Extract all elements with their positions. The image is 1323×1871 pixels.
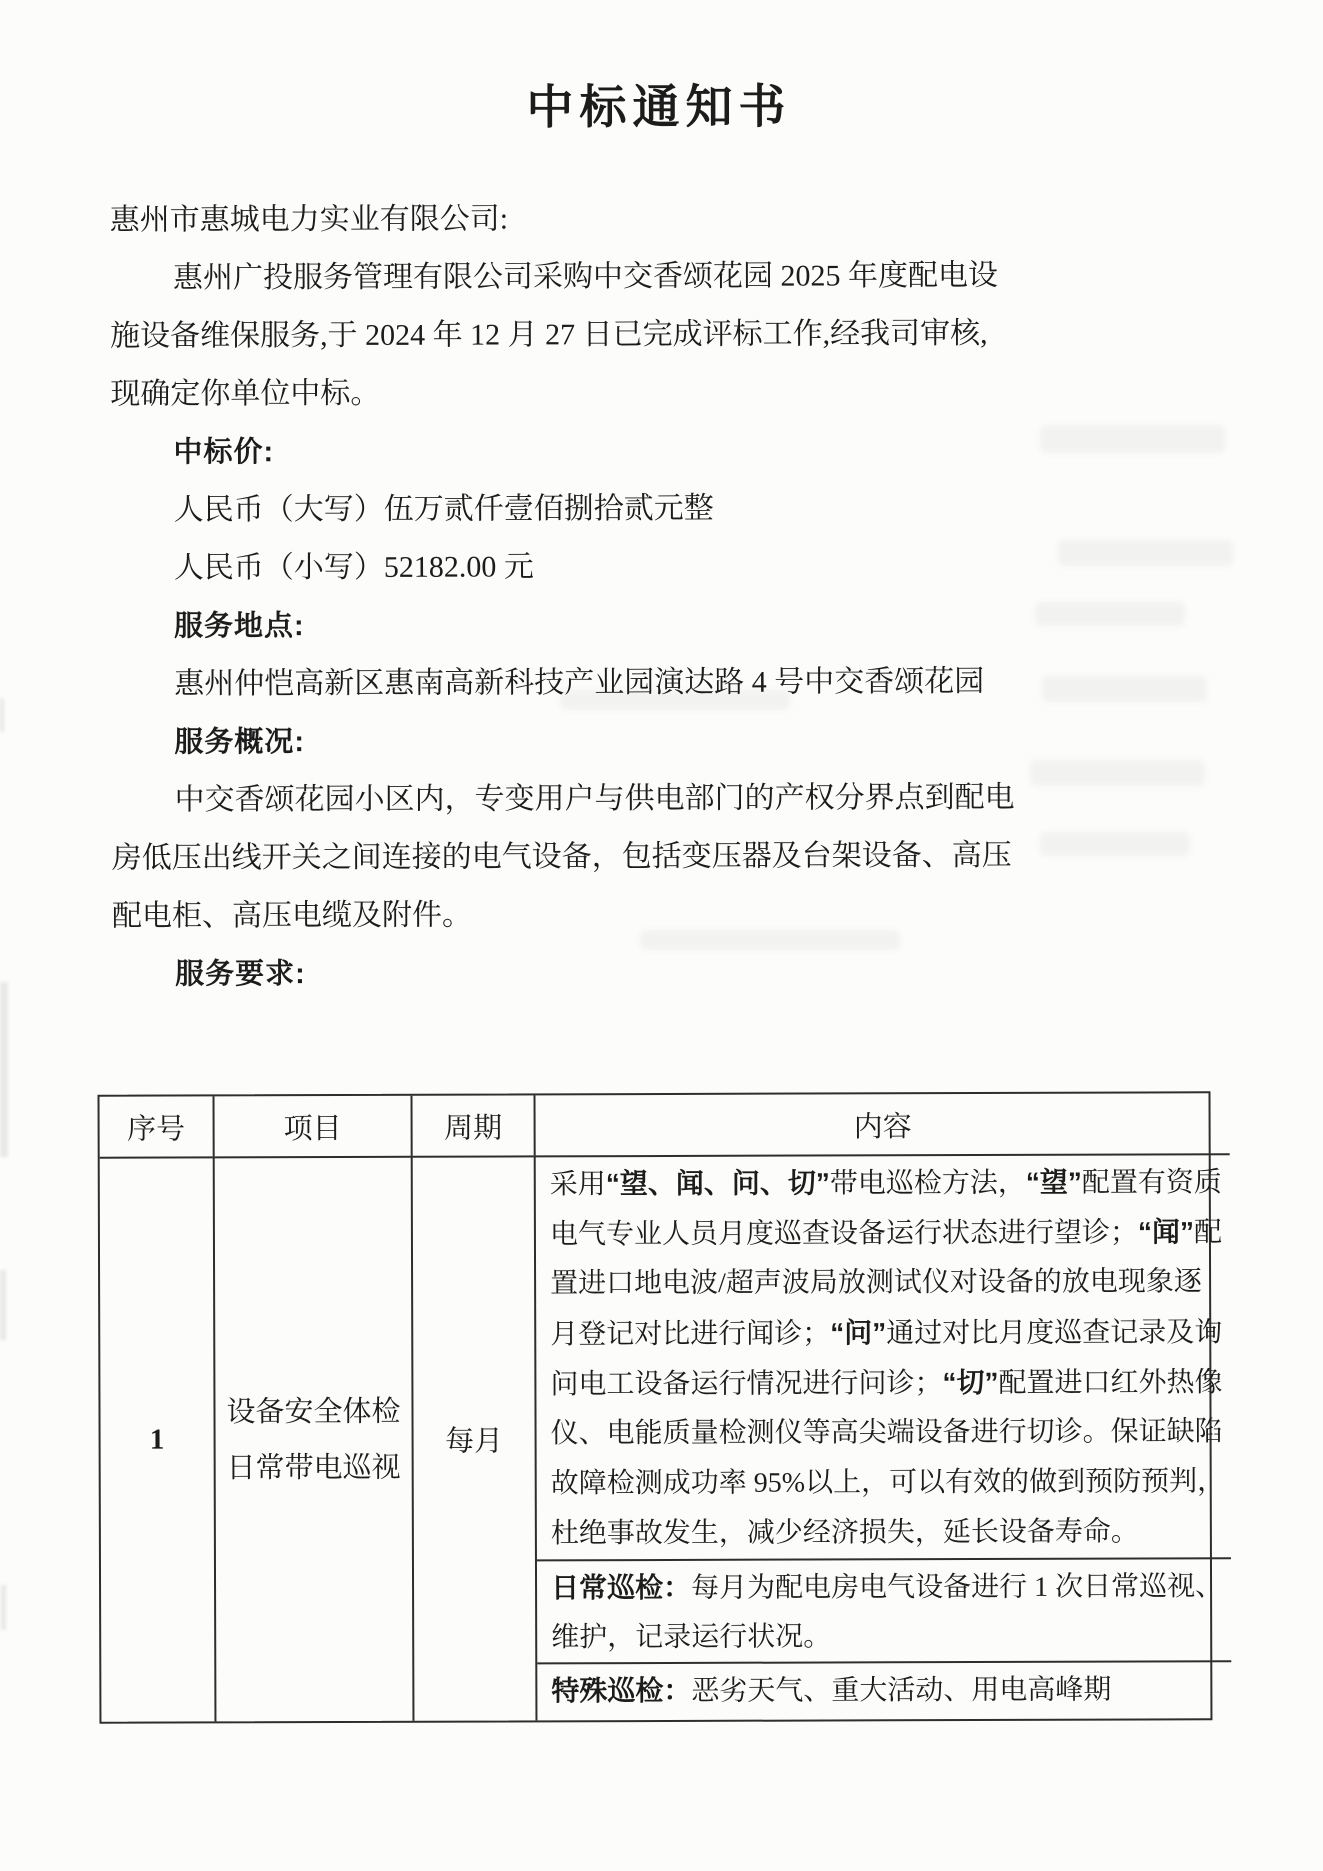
item-line: 日常带电巡视 (226, 1451, 401, 1484)
content-line: 维护，记录运行状况。 (551, 1621, 832, 1654)
content-line: 问电工设备运行情况进行问诊；“切”配置进口红外热像 (550, 1366, 1223, 1401)
overview-paragraph-line: 中交香颂花园小区内，专变用户与供电部门的产权分界点到配电 (174, 780, 1015, 817)
content-line: 置进口地电波/超声波局放测试仪对设备的放电现象逐 (550, 1266, 1202, 1300)
table-header-seq: 序号 (127, 1112, 186, 1146)
intro-paragraph-line: 现确定你单位中标。 (110, 376, 381, 411)
table-cell-item (213, 1156, 413, 1722)
content-line: 电气专业人员月度巡查设备运行状态进行望诊；“闻”配 (549, 1216, 1223, 1251)
table-cell-cycle: 每月 (411, 1155, 536, 1720)
service-location-label: 服务地点: (173, 610, 305, 643)
table-header-content: 内容 (534, 1093, 1231, 1155)
table-header-item: 项目 (213, 1096, 411, 1157)
content-line: 仪、电能质量检测仪等高尖端设备进行切诊。保证缺陷 (550, 1416, 1223, 1450)
content-main-block (536, 1155, 1232, 1559)
table-cell-content (534, 1153, 1232, 1720)
price-in-words: 人民币（大写）伍万贰仟壹佰捌拾贰元整 (173, 491, 714, 527)
item-line: 设备安全体检 (226, 1395, 401, 1428)
intro-paragraph-line: 惠州广投服务管理有限公司采购中交香颂花园 2025 年度配电设 (172, 258, 998, 295)
page-title: 中标通知书 (526, 81, 792, 135)
content-line: 故障检测成功率 95%以上，可以有效的做到预防预判， (550, 1466, 1226, 1500)
content-line: 特殊巡检：恶劣天气、重大活动、用电高峰期 (551, 1674, 1112, 1707)
overview-paragraph-line: 房低压出线开关之间连接的电气设备，包括变压器及台架设备、高压 (111, 838, 1012, 875)
overview-paragraph-line: 配电柜、高压电缆及附件。 (111, 898, 472, 933)
table-header-cycle: 周期 (411, 1095, 534, 1155)
table-cell-seq: 1 (100, 1156, 215, 1721)
service-requirements-label: 服务要求: (175, 958, 306, 991)
content-daily-inspection-block (537, 1557, 1232, 1662)
award-price-label: 中标价: (173, 436, 275, 469)
content-line: 采用“望、闻、问、切”带电巡检方法，“望”配置有资质 (549, 1166, 1222, 1201)
recipient-line: 惠州市惠城电力实业有限公司: (109, 202, 509, 237)
intro-paragraph-line: 施设备维保服务,于 2024 年 12 月 27 日已完成评标工作,经我司审核, (110, 316, 988, 353)
price-in-figures: 人民币（小写）52182.00 元 (173, 550, 534, 585)
content-line: 日常巡检：每月为配电房电气设备进行 1 次日常巡视、 (551, 1571, 1224, 1604)
service-requirements-table (97, 1091, 1226, 1723)
content-special-inspection-block (537, 1660, 1232, 1722)
service-overview-label: 服务概况: (174, 726, 306, 759)
document-body (110, 188, 1273, 1004)
content-line: 月登记对比进行闻诊；“问”通过对比月度巡查记录及询 (550, 1317, 1223, 1351)
content-line: 杜绝事故发生，减少经济损失，延长设备寿命。 (550, 1516, 1139, 1550)
service-location: 惠州仲恺高新区惠南高新科技产业园演达路 4 号中交香颂花园 (174, 664, 985, 701)
